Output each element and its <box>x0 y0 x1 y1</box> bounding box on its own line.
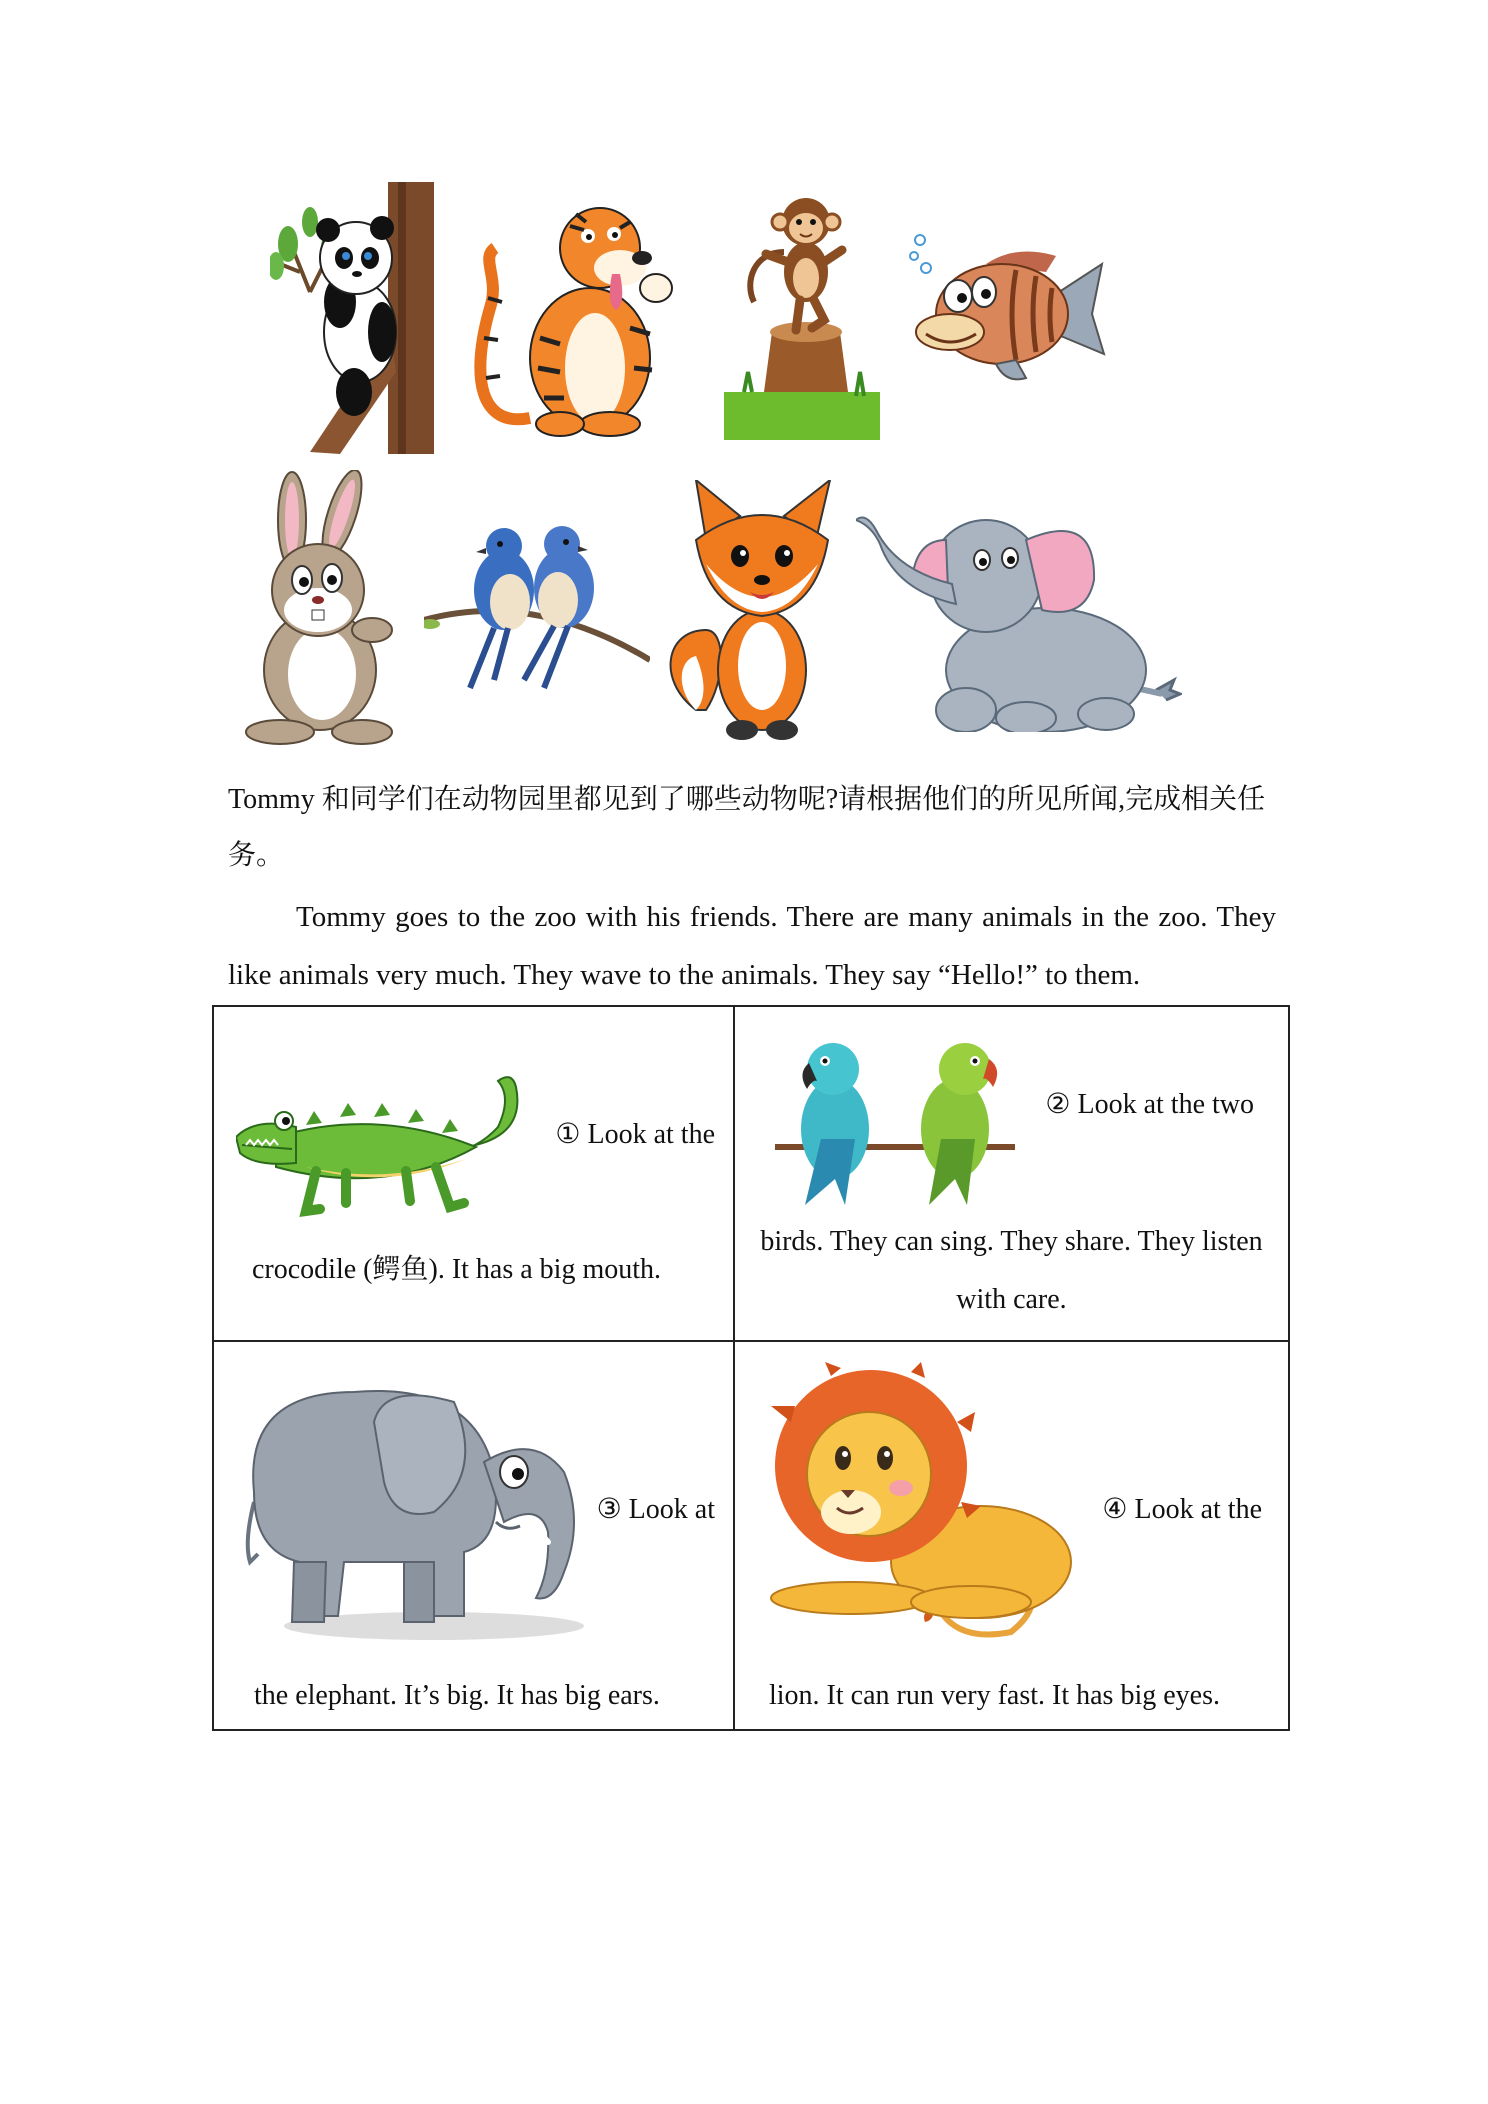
fish-picture <box>906 234 1106 394</box>
card-lion-lead: ④ Look at the <box>1102 1494 1262 1525</box>
card-birds-lead: ② Look at the two <box>1045 1089 1254 1120</box>
parrots-picture <box>775 1029 1015 1205</box>
fox-picture <box>666 480 842 742</box>
elephant-picture <box>234 1372 594 1642</box>
birds-on-branch-picture <box>424 520 650 690</box>
intro-instruction: Tommy 和同学们在动物园里都见到了哪些动物呢?请根据他们的所见所闻,完成相关任务。 <box>228 784 1266 871</box>
crocodile-picture <box>236 1067 540 1227</box>
elephant-small-picture <box>856 500 1182 732</box>
monkey-picture <box>724 192 880 440</box>
card-lion <box>734 1341 1289 1730</box>
card-birds-rest: birds. They can sing. They share. They listen with care. <box>760 1226 1263 1315</box>
card-crocodile-lead: ① Look at the <box>555 1119 715 1150</box>
card-lion-rest: lion. It can run very fast. It has big eyes. <box>769 1680 1220 1711</box>
card-birds <box>734 1006 1289 1341</box>
panda-picture <box>270 182 450 454</box>
animal-cards-table <box>212 1005 1290 1731</box>
card-elephant-lead: ③ Look at <box>596 1494 715 1525</box>
card-crocodile-rest: crocodile (鳄鱼). It has a big mouth. <box>252 1254 662 1285</box>
rabbit-picture <box>240 470 396 750</box>
story-paragraph: Tommy goes to the zoo with his friends. There are many animals in the zoo. They like animals very much. They wave to the animals. They say “Hello!” to them. <box>228 901 1276 991</box>
tiger-picture <box>470 188 690 440</box>
lion-picture <box>761 1362 1091 1642</box>
card-crocodile <box>213 1006 734 1341</box>
card-elephant <box>213 1341 734 1730</box>
card-elephant-rest: the elephant. It’s big. It has big ears. <box>254 1680 660 1711</box>
